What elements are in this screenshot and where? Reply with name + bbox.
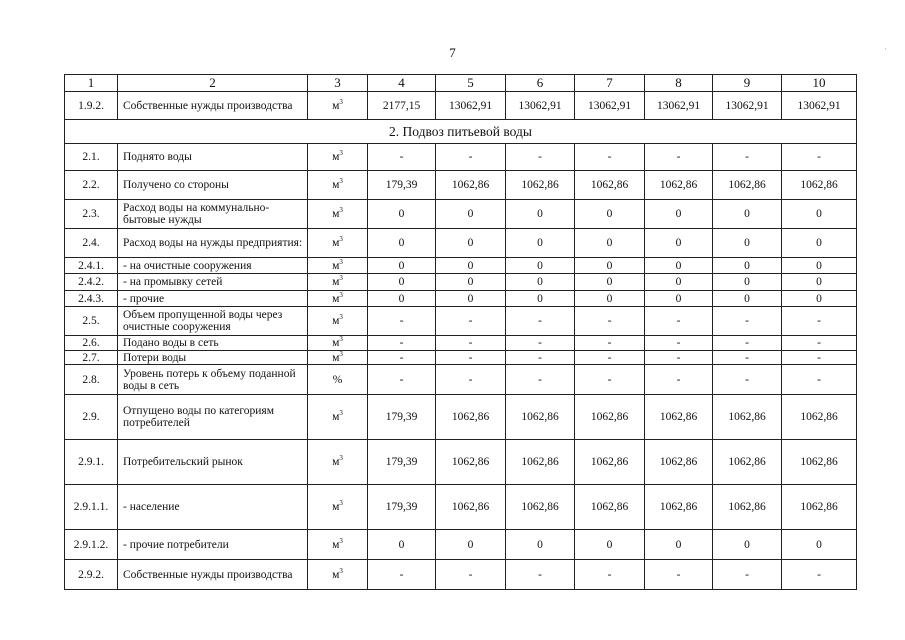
unit-exponent: 3 <box>339 499 343 508</box>
unit-exponent: 3 <box>339 536 343 545</box>
value-cell: 1062,86 <box>782 171 857 200</box>
unit-exponent: 3 <box>339 235 343 244</box>
value-cell: - <box>506 365 575 395</box>
value-cell: 1062,86 <box>713 440 782 485</box>
value-cell: 0 <box>713 200 782 229</box>
table-row <box>65 92 857 120</box>
row-number: 2.4.3. <box>65 291 118 307</box>
section-row <box>65 120 857 144</box>
value-cell: - <box>645 336 713 351</box>
unit-text: м <box>332 411 340 423</box>
value-cell: 0 <box>645 530 713 560</box>
value-cell: 0 <box>713 274 782 291</box>
value-cell: 13062,91 <box>713 92 782 120</box>
value-cell: 0 <box>645 200 713 229</box>
column-header: 8 <box>645 75 713 92</box>
unit-text: м <box>332 259 340 272</box>
row-name: - на очистные сооружения <box>118 258 308 274</box>
value-cell: 179,39 <box>368 440 436 485</box>
value-cell: - <box>575 560 645 590</box>
value-cell: 0 <box>575 530 645 560</box>
row-unit <box>308 171 368 200</box>
value-cell: - <box>782 351 857 365</box>
row-number: 2.4.2. <box>65 274 118 291</box>
table-row <box>65 395 857 440</box>
value-cell: 0 <box>575 229 645 258</box>
value-cell: - <box>368 307 436 336</box>
value-cell: 1062,86 <box>782 395 857 440</box>
column-header: 9 <box>713 75 782 92</box>
value-cell: 0 <box>368 229 436 258</box>
value-cell: 0 <box>506 291 575 307</box>
value-cell: 0 <box>436 229 506 258</box>
value-cell: - <box>368 336 436 351</box>
unit-text: м <box>332 538 340 551</box>
corner-mark: · <box>884 44 887 54</box>
row-name: Потребительский рынок <box>118 440 308 485</box>
row-unit <box>308 291 368 307</box>
table-row <box>65 560 857 590</box>
value-cell: 1062,86 <box>436 395 506 440</box>
unit-text: м <box>332 276 340 288</box>
row-unit <box>308 530 368 560</box>
value-cell: 0 <box>645 258 713 274</box>
row-name: Потери воды <box>118 351 308 365</box>
value-cell: 13062,91 <box>575 92 645 120</box>
value-cell: - <box>575 351 645 365</box>
value-cell: 1062,86 <box>506 395 575 440</box>
value-cell: 1062,86 <box>645 440 713 485</box>
value-cell: 1062,86 <box>782 485 857 530</box>
value-cell: - <box>436 144 506 171</box>
row-unit <box>308 307 368 336</box>
value-cell: 1062,86 <box>436 171 506 200</box>
row-unit <box>308 336 368 351</box>
value-cell: - <box>506 560 575 590</box>
row-number: 2.9.1.2. <box>65 530 118 560</box>
value-cell: 13062,91 <box>782 92 857 120</box>
row-number: 2.7. <box>65 351 118 365</box>
table-body <box>65 75 857 590</box>
value-cell: 0 <box>575 258 645 274</box>
column-header: 4 <box>368 75 436 92</box>
value-cell: 0 <box>506 258 575 274</box>
row-name: - население <box>118 485 308 530</box>
value-cell: 2177,15 <box>368 92 436 120</box>
value-cell: - <box>645 351 713 365</box>
row-number: 1.9.2. <box>65 92 118 120</box>
row-unit <box>308 258 368 274</box>
value-cell: 1062,86 <box>506 485 575 530</box>
value-cell: - <box>368 351 436 365</box>
table-row <box>65 274 857 291</box>
value-cell: - <box>436 365 506 395</box>
value-cell: 1062,86 <box>645 485 713 530</box>
value-cell: 1062,86 <box>782 440 857 485</box>
row-unit <box>308 351 368 365</box>
row-unit <box>308 485 368 530</box>
value-cell: 0 <box>782 258 857 274</box>
value-cell: 0 <box>782 200 857 229</box>
value-cell: 1062,86 <box>506 171 575 200</box>
row-number: 2.4. <box>65 229 118 258</box>
value-cell: 13062,91 <box>645 92 713 120</box>
value-cell: 0 <box>436 200 506 229</box>
unit-exponent: 3 <box>339 313 343 322</box>
value-cell: 13062,91 <box>436 92 506 120</box>
value-cell: 0 <box>436 530 506 560</box>
header-row <box>65 75 857 92</box>
row-name: Объем пропущенной воды через очистные сооружения <box>118 307 308 336</box>
value-cell: - <box>575 307 645 336</box>
row-number: 2.8. <box>65 365 118 395</box>
value-cell: - <box>368 560 436 590</box>
value-cell: 0 <box>645 229 713 258</box>
column-header: 7 <box>575 75 645 92</box>
value-cell: 1062,86 <box>713 485 782 530</box>
value-cell: 0 <box>782 229 857 258</box>
value-cell: 0 <box>368 200 436 229</box>
value-cell: 0 <box>368 258 436 274</box>
unit-text: м <box>332 237 340 249</box>
table-row <box>65 365 857 395</box>
value-cell: 1062,86 <box>506 440 575 485</box>
column-header: 5 <box>436 75 506 92</box>
row-name: - прочие потребители <box>118 530 308 560</box>
unit-text: м <box>332 315 340 327</box>
unit-exponent: 3 <box>339 206 343 215</box>
unit-text: м <box>332 351 340 364</box>
row-name: - на промывку сетей <box>118 274 308 291</box>
value-cell: - <box>713 307 782 336</box>
row-number: 2.9.1. <box>65 440 118 485</box>
row-name: Подано воды в сеть <box>118 336 308 351</box>
unit-exponent: 3 <box>339 335 343 344</box>
unit-text: м <box>332 501 340 513</box>
table-row <box>65 307 857 336</box>
unit-text: м <box>332 456 340 468</box>
value-cell: - <box>782 144 857 171</box>
value-cell: 1062,86 <box>713 171 782 200</box>
value-cell: - <box>436 336 506 351</box>
row-name: - прочие <box>118 291 308 307</box>
value-cell: - <box>368 365 436 395</box>
row-unit <box>308 395 368 440</box>
unit-exponent: 3 <box>339 290 343 299</box>
value-cell: - <box>713 365 782 395</box>
value-cell: 0 <box>713 530 782 560</box>
table-row <box>65 144 857 171</box>
value-cell: 0 <box>506 530 575 560</box>
row-unit <box>308 440 368 485</box>
unit-text: м <box>332 179 340 191</box>
unit-text: % <box>332 373 343 386</box>
value-cell: - <box>575 144 645 171</box>
unit-exponent: 3 <box>339 149 343 158</box>
value-cell: - <box>645 307 713 336</box>
table-row <box>65 336 857 351</box>
value-cell: 0 <box>575 274 645 291</box>
value-cell: 13062,91 <box>506 92 575 120</box>
value-cell: 0 <box>436 274 506 291</box>
row-name: Расход воды на коммунально-бытовые нужды <box>118 200 308 229</box>
value-cell: 0 <box>575 200 645 229</box>
value-cell: - <box>645 144 713 171</box>
value-cell: - <box>506 144 575 171</box>
row-unit <box>308 144 368 171</box>
unit-text: м <box>332 292 340 305</box>
value-cell: 0 <box>645 291 713 307</box>
value-cell: - <box>506 336 575 351</box>
row-number: 2.9. <box>65 395 118 440</box>
value-cell: 0 <box>506 229 575 258</box>
value-cell: 1062,86 <box>436 440 506 485</box>
value-cell: 0 <box>368 530 436 560</box>
column-header: 6 <box>506 75 575 92</box>
unit-exponent: 3 <box>339 274 343 283</box>
row-name: Собственные нужды производства <box>118 92 308 120</box>
row-number: 2.3. <box>65 200 118 229</box>
page-number: 7 <box>449 45 456 60</box>
table-row <box>65 229 857 258</box>
table-row <box>65 291 857 307</box>
value-cell: - <box>782 307 857 336</box>
value-cell: - <box>368 144 436 171</box>
row-unit <box>308 200 368 229</box>
value-cell: 1062,86 <box>645 171 713 200</box>
table-row <box>65 530 857 560</box>
value-cell: - <box>713 560 782 590</box>
row-number: 2.6. <box>65 336 118 351</box>
value-cell: 179,39 <box>368 395 436 440</box>
unit-exponent: 3 <box>339 257 343 266</box>
column-header: 10 <box>782 75 857 92</box>
row-name: Собственные нужды производства <box>118 560 308 590</box>
row-unit <box>308 274 368 291</box>
value-cell: 0 <box>713 291 782 307</box>
value-cell: 1062,86 <box>575 395 645 440</box>
value-cell: - <box>713 336 782 351</box>
row-name: Получено со стороны <box>118 171 308 200</box>
value-cell: 1062,86 <box>575 171 645 200</box>
row-number: 2.9.1.1. <box>65 485 118 530</box>
table-row <box>65 258 857 274</box>
value-cell: 0 <box>368 291 436 307</box>
value-cell: - <box>645 365 713 395</box>
row-unit <box>308 365 368 395</box>
unit-exponent: 3 <box>339 566 343 575</box>
value-cell: 1062,86 <box>713 395 782 440</box>
value-cell: - <box>436 307 506 336</box>
value-cell: 0 <box>713 258 782 274</box>
value-cell: - <box>506 307 575 336</box>
row-number: 2.4.1. <box>65 258 118 274</box>
value-cell: 0 <box>782 530 857 560</box>
row-name: Расход воды на нужды предприятия: <box>118 229 308 258</box>
value-cell: 1062,86 <box>436 485 506 530</box>
column-header: 2 <box>118 75 308 92</box>
row-number: 2.5. <box>65 307 118 336</box>
table-row <box>65 171 857 200</box>
value-cell: 1062,86 <box>575 485 645 530</box>
value-cell: - <box>713 351 782 365</box>
unit-text: м <box>332 568 340 581</box>
column-header: 3 <box>308 75 368 92</box>
value-cell: 0 <box>368 274 436 291</box>
unit-text: м <box>332 151 340 163</box>
unit-exponent: 3 <box>339 97 343 106</box>
value-cell: 0 <box>575 291 645 307</box>
row-number: 2.9.2. <box>65 560 118 590</box>
row-unit <box>308 92 368 120</box>
value-cell: 0 <box>506 274 575 291</box>
value-cell: 179,39 <box>368 485 436 530</box>
value-cell: 0 <box>782 291 857 307</box>
value-cell: - <box>436 351 506 365</box>
value-cell: - <box>575 336 645 351</box>
value-cell: - <box>782 336 857 351</box>
value-cell: 1062,86 <box>645 395 713 440</box>
row-name: Поднято воды <box>118 144 308 171</box>
column-header: 1 <box>65 75 118 92</box>
unit-text: м <box>332 208 340 220</box>
row-number: 2.2. <box>65 171 118 200</box>
value-cell: - <box>713 144 782 171</box>
value-cell: - <box>436 560 506 590</box>
table-row <box>65 200 857 229</box>
value-cell: - <box>575 365 645 395</box>
value-cell: 0 <box>436 258 506 274</box>
unit-text: м <box>332 99 340 112</box>
row-name: Отпущено воды по категориям потребителей <box>118 395 308 440</box>
value-cell: - <box>782 560 857 590</box>
unit-exponent: 3 <box>339 177 343 186</box>
unit-exponent: 3 <box>339 350 343 358</box>
value-cell: 1062,86 <box>575 440 645 485</box>
row-unit <box>308 229 368 258</box>
table-row <box>65 351 857 365</box>
unit-exponent: 3 <box>339 454 343 463</box>
value-cell: 179,39 <box>368 171 436 200</box>
value-cell: 0 <box>645 274 713 291</box>
row-name: Уровень потерь к объему поданной воды в сеть <box>118 365 308 395</box>
unit-exponent: 3 <box>339 409 343 418</box>
unit-text: м <box>332 337 340 349</box>
row-number: 2.1. <box>65 144 118 171</box>
value-cell: 0 <box>713 229 782 258</box>
value-cell: 0 <box>436 291 506 307</box>
table-row <box>65 485 857 530</box>
value-cell: 0 <box>782 274 857 291</box>
data-table <box>64 74 857 590</box>
value-cell: - <box>645 560 713 590</box>
value-cell: - <box>506 351 575 365</box>
table-row <box>65 440 857 485</box>
value-cell: 0 <box>506 200 575 229</box>
section-title: 2. Подвоз питьевой воды <box>65 120 857 144</box>
value-cell: - <box>782 365 857 395</box>
row-unit <box>308 560 368 590</box>
